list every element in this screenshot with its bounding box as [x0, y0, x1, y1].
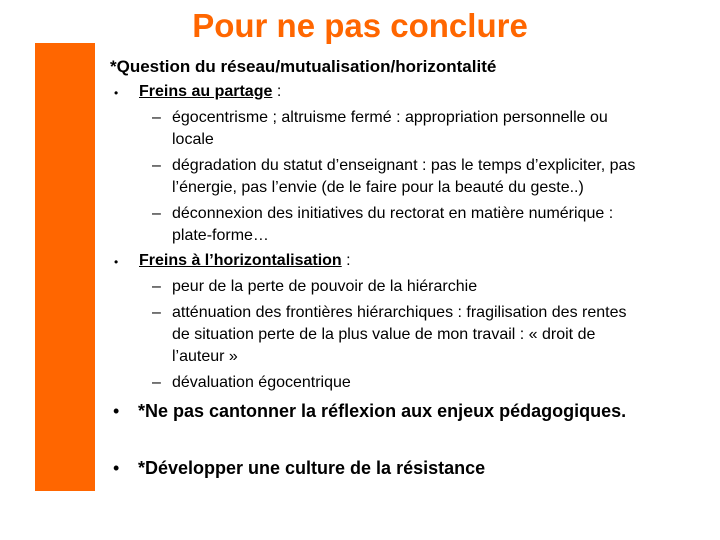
item-1-2-line1: dégradation du statut d’enseignant : pas le temps d’expliciter, pas: [172, 157, 636, 174]
item-2-1-line1: peur de la perte de pouvoir de la hiérarchie: [172, 278, 478, 295]
item-2-2-line1: atténuation des frontières hiérarchiques : fragilisation des rentes: [172, 304, 627, 321]
bullet-1: •: [114, 86, 119, 100]
dash-2-3: –: [152, 374, 161, 391]
dash-2-1: –: [152, 278, 161, 295]
dash-1-2: –: [152, 157, 161, 174]
dash-1-3: –: [152, 205, 161, 222]
item-1-3-line1: déconnexion des initiatives du rectorat en matière numérique :: [172, 205, 614, 222]
bullet-2: •: [114, 255, 119, 269]
item-1-3-line2: plate-forme…: [172, 227, 269, 244]
point-1: *Ne pas cantonner la réflexion aux enjeux pédagogiques.: [138, 401, 627, 421]
section1-heading-text: Freins au partage: [139, 83, 273, 100]
section2-heading: [139, 250, 351, 272]
slide-title: Pour ne pas conclure: [192, 7, 528, 44]
accent-bar: [35, 43, 95, 491]
dash-2-2: –: [152, 304, 161, 321]
bullet-4: •: [113, 458, 120, 478]
item-1-1-line2: locale: [172, 131, 214, 148]
section1-heading: [139, 81, 281, 103]
section2-heading-suffix: :: [341, 252, 351, 269]
point-2: *Développer une culture de la résistance: [138, 458, 486, 478]
section1-heading-suffix: :: [272, 83, 282, 100]
item-1-1-line1: égocentrisme ; altruisme fermé : appropriation personnelle ou: [172, 109, 608, 126]
bullet-3: •: [113, 401, 120, 421]
item-2-2-line3: l’auteur »: [172, 348, 238, 365]
question-heading: *Question du réseau/mutualisation/horizontalité: [110, 57, 497, 76]
item-1-2-line2: l’énergie, pas l’envie (de le faire pour la beauté du geste..): [172, 179, 584, 196]
section2-heading-text: Freins à l’horizontalisation: [139, 252, 342, 269]
item-2-3-line1: dévaluation égocentrique: [172, 374, 351, 391]
item-2-2-line2: de situation perte de la plus value de mon travail : « droit de: [172, 326, 596, 343]
dash-1-1: –: [152, 109, 161, 126]
